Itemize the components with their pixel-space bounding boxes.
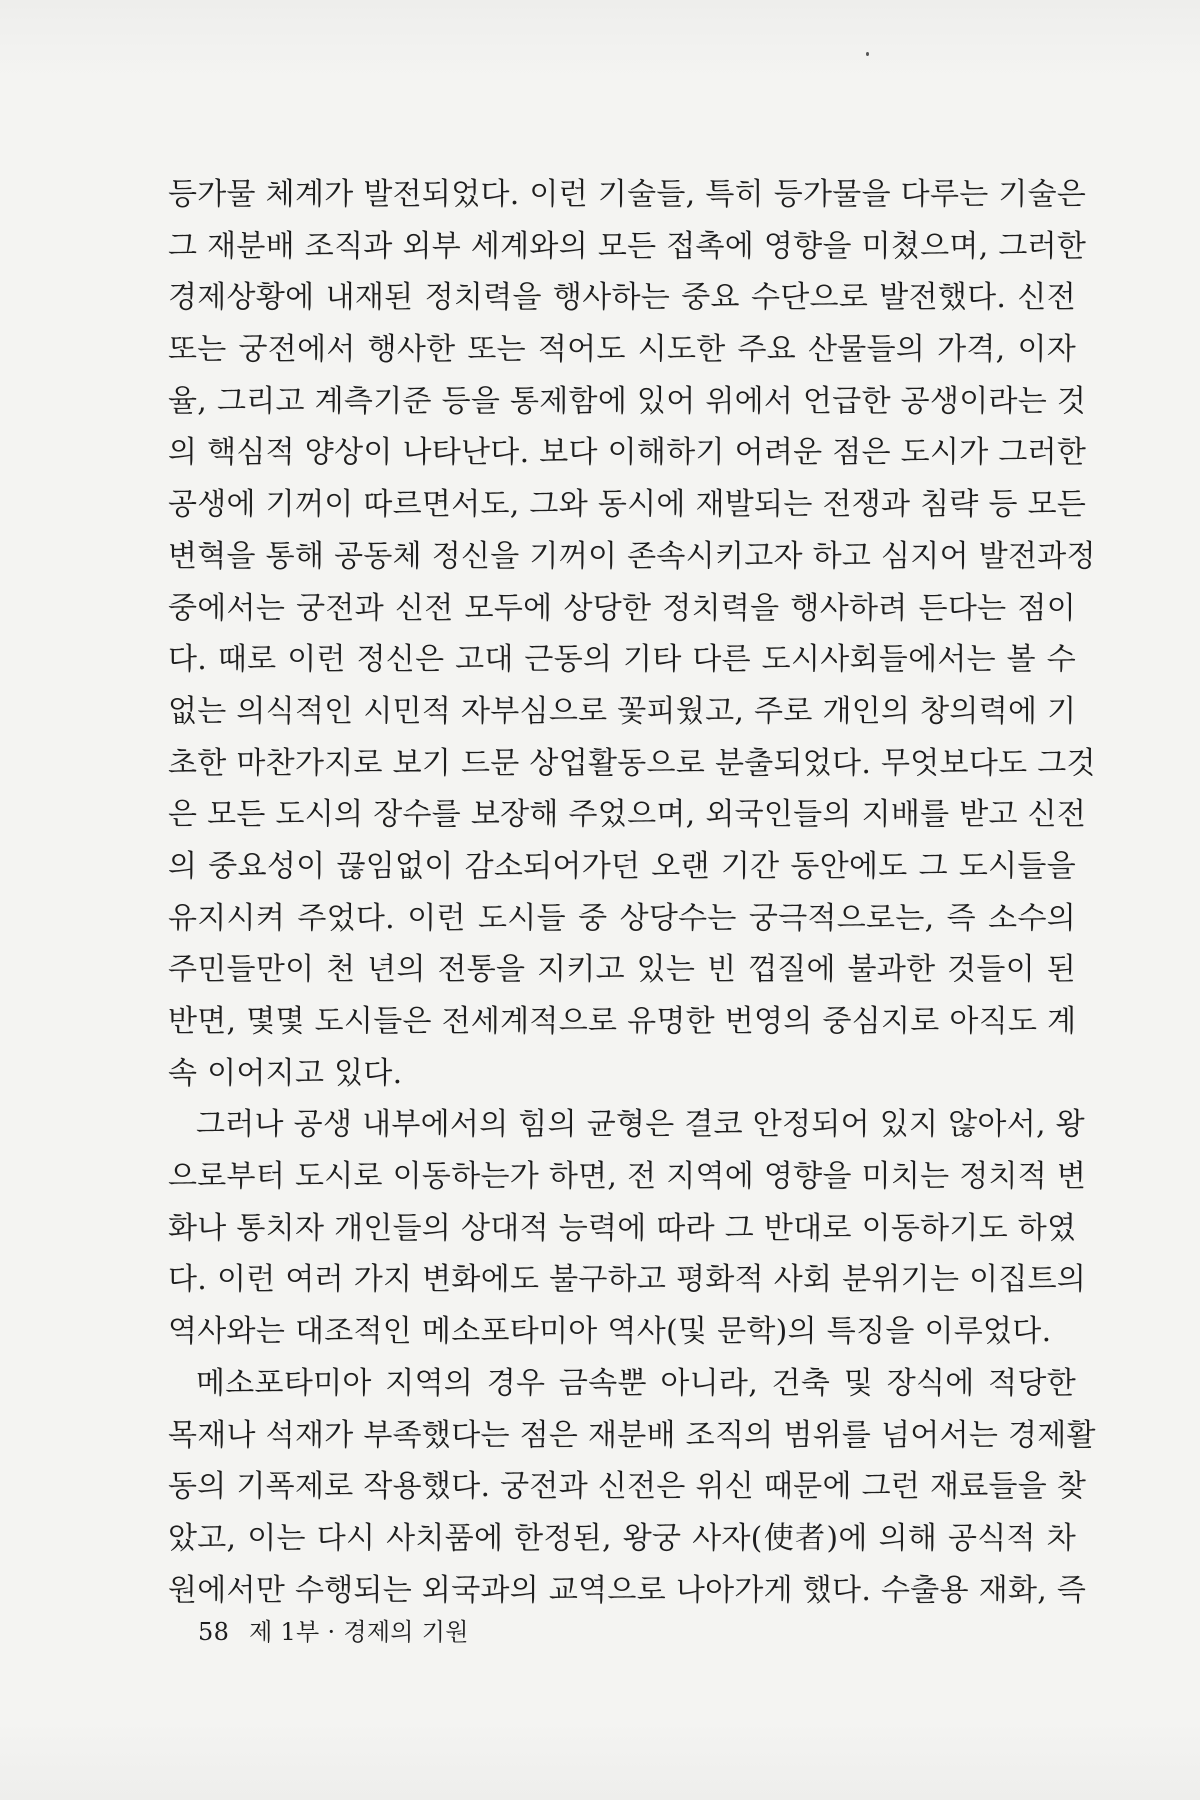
paragraph <box>168 169 1096 1099</box>
paragraph <box>168 1099 1087 1357</box>
text-line: 다. 이런 여러 가지 변화에도 불구하고 평화적 사회 분위기는 이집트의 <box>168 1262 1087 1298</box>
scan-speck <box>866 52 869 56</box>
text-line: 의 중요성이 끊임없이 감소되어가던 오랜 기간 동안에도 그 도시들을 <box>168 848 1076 884</box>
text-line: 등가물 체계가 발전되었다. 이런 기술들, 특히 등가물을 다루는 기술은 <box>168 177 1087 212</box>
text-line: 없는 의식적인 시민적 자부심으로 꽃피웠고, 주로 개인의 창의력에 기 <box>168 693 1077 729</box>
text-line: 율, 그리고 계측기준 등을 통제함에 있어 위에서 언급한 공생이라는 것 <box>168 383 1087 419</box>
page-footer <box>198 1617 469 1647</box>
text-line: 았고, 이는 다시 사치품에 한정된, 왕궁 사자(使者)에 의해 공식적 차 <box>168 1520 1076 1556</box>
text-line: 메소포타미아 지역의 경우 금속뿐 아니라, 건축 및 장식에 적당한 <box>196 1365 1076 1401</box>
text-line: 그러나 공생 내부에서의 힘의 균형은 결코 안정되어 있지 않아서, 왕 <box>196 1107 1085 1143</box>
text-line: 변혁을 통해 공동체 정신을 기꺼이 존속시키고자 하고 심지어 발전과정 <box>168 538 1096 574</box>
text-line: 목재나 석재가 부족했다는 점은 재분배 조직의 범위를 넘어서는 경제활 <box>168 1417 1096 1453</box>
body-text <box>168 169 1096 1616</box>
text-line: 은 모든 도시의 장수를 보장해 주었으며, 외국인들의 지배를 받고 신전 <box>168 797 1087 833</box>
text-line: 역사와는 대조적인 메소포타미아 역사(및 문학)의 특징을 이루었다. <box>168 1314 1052 1350</box>
page-number: 58 <box>198 1618 230 1646</box>
text-line: 공생에 기꺼이 따르면서도, 그와 동시에 재발되는 전쟁과 침략 등 모든 <box>168 487 1087 523</box>
text-line: 속 이어지고 있다. <box>168 1055 403 1091</box>
running-head: 제 1부 · 경제의 기원 <box>249 1618 469 1646</box>
text-line: 동의 기폭제로 작용했다. 궁전과 신전은 위신 때문에 그런 재료들을 찾 <box>168 1469 1087 1505</box>
text-line: 주민들만이 천 년의 전통을 지키고 있는 빈 껍질에 불과한 것들이 된 <box>168 952 1076 988</box>
text-line: 경제상황에 내재된 정치력을 행사하는 중요 수단으로 발전했다. 신전 <box>168 280 1076 316</box>
text-line: 유지시켜 주었다. 이런 도시들 중 상당수는 궁극적으로는, 즉 소수의 <box>168 900 1076 936</box>
text-line: 중에서는 궁전과 신전 모두에 상당한 정치력을 행사하려 든다는 점이 <box>168 590 1076 626</box>
text-line: 다. 때로 이런 정신은 고대 근동의 기타 다른 도시사회들에서는 볼 수 <box>168 642 1076 678</box>
text-line: 으로부터 도시로 이동하는가 하면, 전 지역에 영향을 미치는 정치적 변 <box>168 1159 1087 1195</box>
text-line: 그 재분배 조직과 외부 세계와의 모든 접촉에 영향을 미쳤으며, 그러한 <box>168 228 1087 264</box>
paragraph <box>168 1358 1096 1616</box>
text-line: 의 핵심적 양상이 나타난다. 보다 이해하기 어려운 점은 도시가 그러한 <box>168 435 1087 471</box>
text-line: 또는 궁전에서 행사한 또는 적어도 시도한 주요 산물들의 가격, 이자 <box>168 332 1076 368</box>
text-line: 화나 통치자 개인들의 상대적 능력에 따라 그 반대로 이동하기도 하였 <box>168 1210 1077 1246</box>
text-line: 원에서만 수행되는 외국과의 교역으로 나아가게 했다. 수출용 재화, 즉 <box>168 1572 1087 1608</box>
text-line: 초한 마찬가지로 보기 드문 상업활동으로 분출되었다. 무엇보다도 그것 <box>168 745 1096 781</box>
text-line: 반면, 몇몇 도시들은 전세계적으로 유명한 번영의 중심지로 아직도 계 <box>168 1004 1077 1039</box>
